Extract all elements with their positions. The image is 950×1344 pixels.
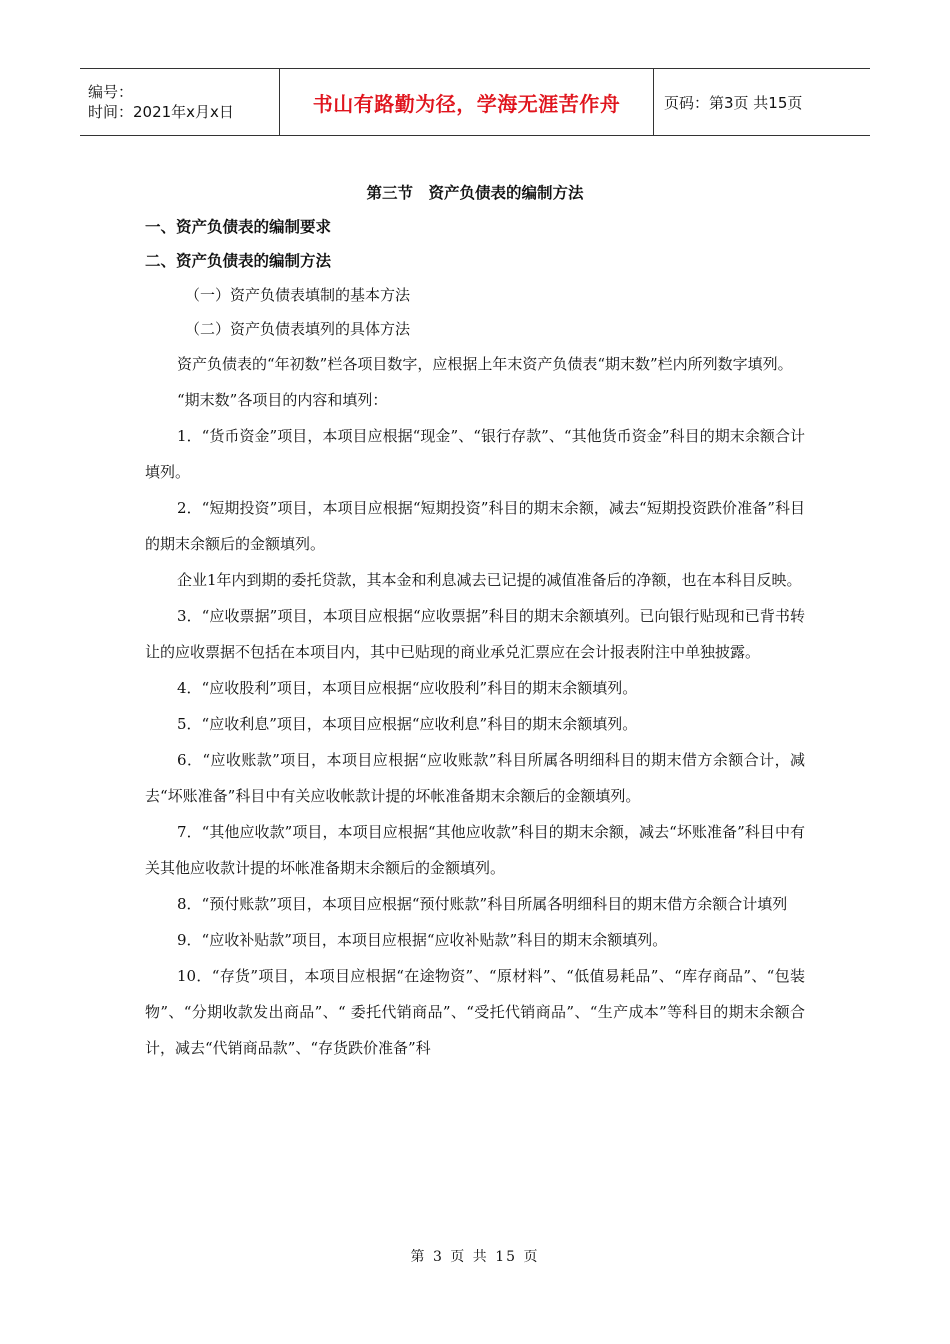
- heading-requirements: 一、资产负债表的编制要求: [145, 218, 332, 236]
- paragraph: 8．“预付账款”项目，本项目应根据“预付账款”科目所属各明细科目的期末借方余额合计填列: [177, 895, 788, 913]
- header-meta: [80, 69, 280, 135]
- paragraph: 2．“短期投资”项目，本项目应根据“短期投资”科目的期末余额，减去“短期投资跌价准备”科目的期末余额后的金额填列。: [145, 499, 805, 553]
- heading-methods: 二、资产负债表的编制方法: [145, 252, 332, 270]
- date-label: 时间：2021年x月x日: [88, 103, 234, 121]
- paragraph: 5．“应收利息”项目，本项目应根据“应收利息”科目的期末余额填列。: [177, 715, 638, 733]
- paragraph: 10．“存货”项目，本项目应根据“在途物资”、“原材料”、“低值易耗品”、“库存商品”、“包装物”、“分期收款发出商品”、“ 委托代销商品”、“受托代销商品”、“生产成本”等科目的期末余额合计，减去“代销商品款”、“存货跌价准备”科: [145, 967, 805, 1057]
- paragraph: 6．“应收账款”项目，本项目应根据“应收账款”科目所属各明细科目的期末借方余额合计，减去“坏账准备”科目中有关应收帐款计提的坏帐准备期末余额后的金额填列。: [145, 751, 805, 805]
- paragraph: 企业1年内到期的委托贷款，其本金和利息减去已记提的减值准备后的净额，也在本科目反映。: [177, 571, 802, 589]
- motto-text: 书山有路勤为径，学海无涯苦作舟: [312, 91, 621, 116]
- document-body: [145, 184, 805, 1066]
- header-page-cell: [654, 69, 870, 135]
- page-label: 页码：第3页 共15页: [664, 93, 803, 112]
- page-footer: 第 3 页 共 15 页: [410, 1249, 540, 1265]
- section-title: 第三节 资产负债表的编制方法: [366, 184, 584, 202]
- number-label: 编号：: [88, 83, 134, 101]
- header-table: [80, 68, 870, 136]
- paragraph: “期末数”各项目的内容和填列：: [177, 391, 388, 409]
- paragraph: 7．“其他应收款”项目，本项目应根据“其他应收款”科目的期末余额，减去“坏账准备”科目中有关其他应收款计提的坏帐准备期末余额后的金额填列。: [145, 823, 805, 877]
- paragraph: 9．“应收补贴款”项目，本项目应根据“应收补贴款”科目的期末余额填列。: [177, 931, 668, 949]
- header-motto-cell: [280, 69, 654, 135]
- subheading-basic: （一）资产负债表填制的基本方法: [185, 286, 411, 304]
- paragraph: 资产负债表的“年初数”栏各项目数字，应根据上年末资产负债表“期末数”栏内所列数字填列。: [177, 355, 793, 373]
- paragraph: 4．“应收股利”项目，本项目应根据“应收股利”科目的期末余额填列。: [177, 679, 638, 697]
- paragraph: 3．“应收票据”项目，本项目应根据“应收票据”科目的期末余额填列。已向银行贴现和已背书转让的应收票据不包括在本项目内，其中已贴现的商业承兑汇票应在会计报表附注中单独披露。: [145, 607, 805, 661]
- paragraph: 1．“货币资金”项目，本项目应根据“现金”、“银行存款”、“其他货币资金”科目的期末余额合计填列。: [145, 427, 805, 481]
- subheading-specific: （二）资产负债表填列的具体方法: [185, 320, 411, 338]
